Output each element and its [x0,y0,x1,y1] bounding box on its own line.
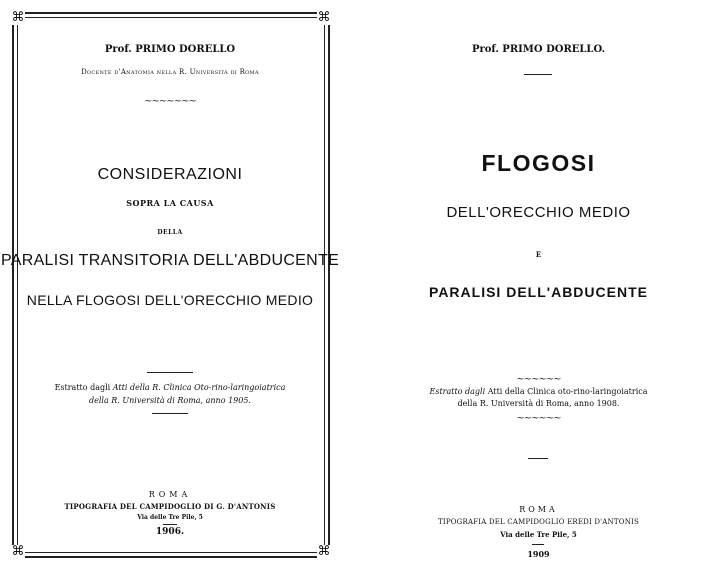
city: ROMA [148,490,192,499]
extract-line-1: Estratto dagli Atti della R. Clinica Oto-rino-laringoiatrica [54,383,286,392]
divider-rule [528,458,548,459]
author-position: Docente d'Anatomia nella R. Università di Roma [81,68,259,76]
divider-rule [152,413,188,414]
title-connector: DELLA [157,229,183,236]
corner-ornament-icon: ⌘ [11,10,25,25]
corner-ornament-icon: ⌘ [317,10,331,25]
title-main: FLOGOSI [481,150,596,176]
divider-rule [532,544,544,545]
city: ROMA [519,505,558,514]
left-title-page [0,0,340,576]
title-paralysis: PARALISI TRANSITORIA DELL'ABDUCENTE [0,252,340,269]
divider-rule [163,524,177,525]
printer-address: Via delle Tre Pile, 5 [500,530,577,539]
printer: TIPOGRAFIA DEL CAMPIDOGLIO EREDI D'ANTONIS [438,518,639,526]
divider-rule [147,372,193,373]
title-main: CONSIDERAZIONI [97,166,243,183]
title-paralysis: PARALISI DELL'ABDUCENTE [429,284,648,300]
divider-rule [524,74,552,75]
author-name: Prof. PRIMO DORELLO [104,44,236,55]
title-flogosi: NELLA FLOGOSI DELL'ORECCHIO MEDIO [26,292,314,308]
title-sub: DELL'ORECCHIO MEDIO [446,204,631,221]
ornament-divider: ~~~~~~ [516,413,561,424]
publication-year: 1906. [155,527,185,537]
decorative-frame [12,12,330,558]
ornament-divider: ~~~~~~ [516,374,561,385]
corner-ornament-icon: ⌘ [11,544,25,559]
extract-line-2: della R. Università di Roma, anno 1908. [457,399,620,408]
author-name: Prof. PRIMO DORELLO. [471,44,606,55]
corner-ornament-icon: ⌘ [317,544,331,559]
publication-year: 1909 [527,549,550,559]
extract-line-2: della R. Università di Roma, anno 1905. [89,396,251,405]
title-connector: E [535,250,542,259]
ornament-divider: ~~~~~~~ [144,96,196,107]
extract-line-1: Estratto dagli Atti della Clinica oto-rino-laringoiatrica [429,387,648,396]
title-subline: SOPRA LA CAUSA [126,198,214,208]
right-title-page [360,0,717,576]
printer: TIPOGRAFIA DEL CAMPIDOGLIO DI G. D'ANTONIS [64,502,276,511]
printer-address: Via delle Tre Pile, 5 [137,514,203,521]
